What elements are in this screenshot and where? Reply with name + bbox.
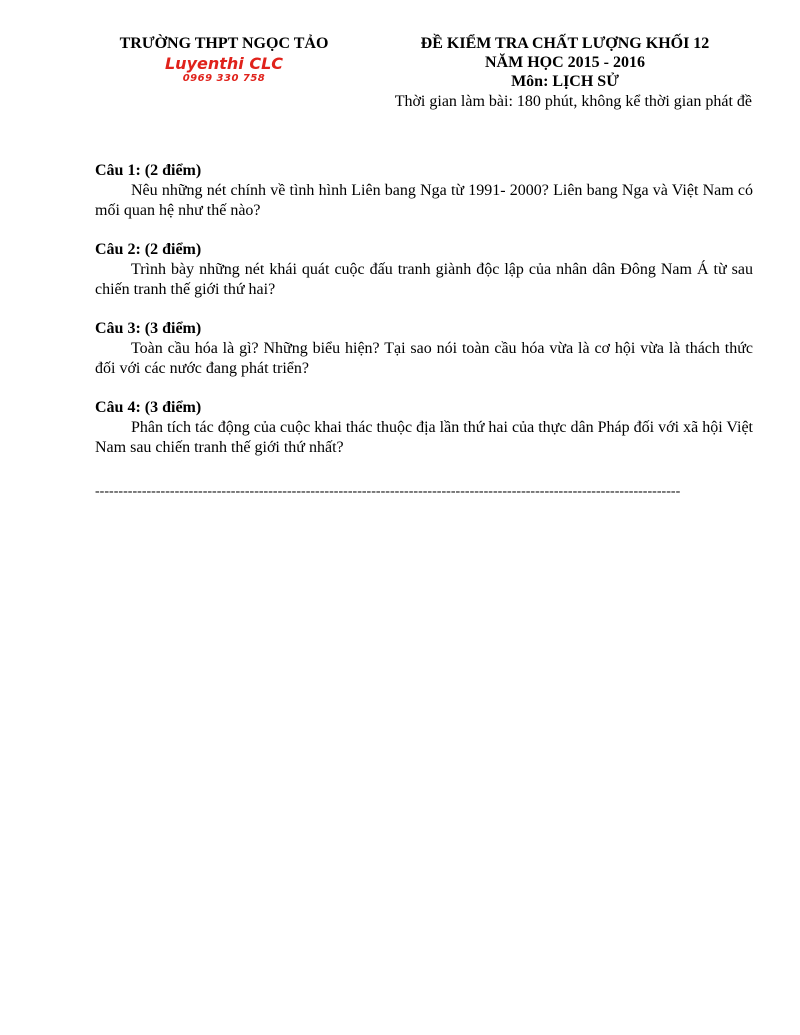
question-title: Câu 4: (3 điểm) bbox=[95, 399, 202, 416]
question-title: Câu 3: (3 điểm) bbox=[95, 320, 202, 337]
school-name: TRƯỜNG THPT NGỌC TẢO bbox=[119, 35, 329, 52]
question-title: Câu 2: (2 điểm) bbox=[95, 241, 202, 258]
exam-header bbox=[370, 34, 760, 92]
question-1 bbox=[95, 161, 753, 221]
school-year: NĂM HỌC 2015 - 2016 bbox=[485, 54, 645, 71]
brand-phone: 0969 330 758 bbox=[182, 73, 266, 84]
question-text: Trình bày những nét khái quát cuộc đấu tranh giành độc lập của nhân dân Đông Nam Á từ sau chiến tranh thế giới thứ hai? bbox=[95, 261, 753, 298]
exam-subject: Môn: LỊCH SỬ bbox=[511, 73, 619, 90]
brand-logo: Luyenthi CLC bbox=[164, 54, 284, 73]
question-list bbox=[95, 161, 753, 477]
question-text: Toàn cầu hóa là gì? Những biểu hiện? Tại sao nói toàn cầu hóa vừa là cơ hội vừa là thách thức đối với các nước đang phát triển? bbox=[95, 340, 753, 377]
question-4 bbox=[95, 398, 753, 458]
question-text: Nêu những nét chính về tình hình Liên bang Nga từ 1991- 2000? Liên bang Nga và Việt Nam có mối quan hệ như thế nào? bbox=[95, 182, 753, 219]
exam-time: Thời gian làm bài: 180 phút, không kể thời gian phát đề bbox=[394, 93, 752, 110]
question-text: Phân tích tác động của cuộc khai thác thuộc địa lần thứ hai của thực dân Pháp đối với xã hội Việt Nam sau chiến tranh thế giới thứ nhất? bbox=[95, 419, 753, 456]
question-title: Câu 1: (2 điểm) bbox=[95, 162, 202, 179]
question-2 bbox=[95, 240, 753, 300]
end-divider: ----------------------------------------------------------------------------------------------------------------------------- bbox=[95, 484, 681, 499]
school-header bbox=[95, 34, 353, 85]
question-3 bbox=[95, 319, 753, 379]
exam-title: ĐỀ KIỂM TRA CHẤT LƯỢNG KHỐI 12 bbox=[420, 35, 710, 52]
